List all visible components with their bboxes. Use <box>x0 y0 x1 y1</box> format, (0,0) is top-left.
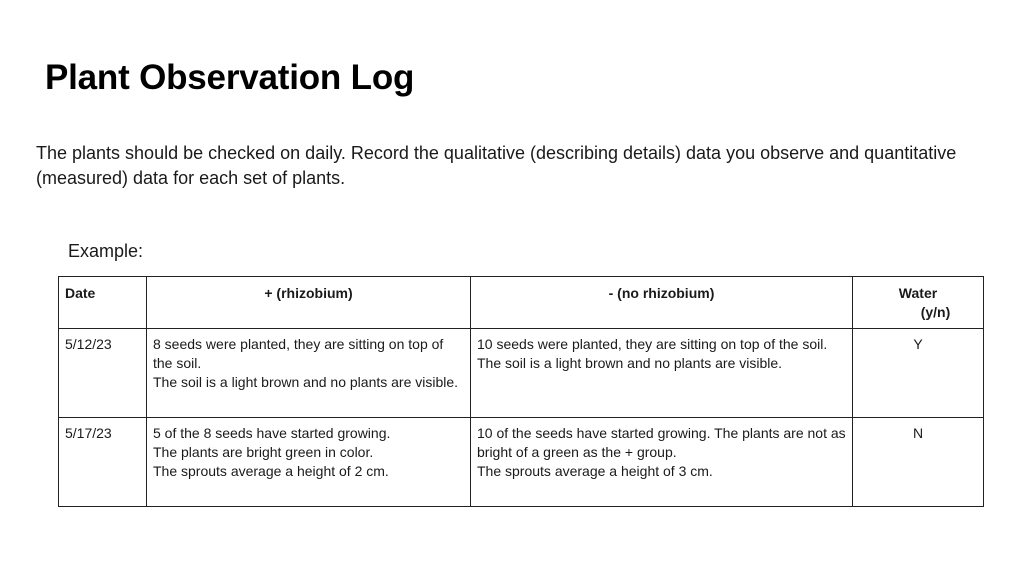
table-header-row <box>59 277 984 329</box>
header-no-rhizobium: - (no rhizobium) <box>471 277 853 329</box>
table-row <box>59 418 984 507</box>
observation-table <box>58 276 984 507</box>
header-water-label: Water <box>898 285 938 301</box>
instructions-text: The plants should be checked on daily. Record the qualitative (describing details) data you observe and quantitative (measured) data for each set of plants. <box>36 143 957 188</box>
cell-no-rhizobium <box>471 418 853 507</box>
cell-rhizobium <box>147 329 471 418</box>
cell-water: N <box>853 418 984 507</box>
cell-water: Y <box>853 329 984 418</box>
cell-text: The sprouts average a height of 3 cm. <box>477 463 713 479</box>
header-rhizobium: + (rhizobium) <box>147 277 471 329</box>
cell-rhizobium <box>147 418 471 507</box>
page-title: Plant Observation Log <box>45 58 415 97</box>
table-row <box>59 329 984 418</box>
cell-text: The plants are bright green in color. <box>153 444 374 460</box>
example-label: Example: <box>68 241 144 261</box>
header-date: Date <box>59 277 147 329</box>
cell-text: 8 seeds were planted, they are sitting on top of the soil. <box>153 336 444 371</box>
cell-no-rhizobium <box>471 329 853 418</box>
cell-date: 5/12/23 <box>59 329 147 418</box>
cell-text: 10 seeds were planted, they are sitting on top of the soil. <box>477 336 828 352</box>
cell-text: The soil is a light brown and no plants are visible. <box>153 374 459 390</box>
cell-text: 5 of the 8 seeds have started growing. <box>153 425 391 441</box>
cell-date: 5/17/23 <box>59 418 147 507</box>
cell-text: The soil is a light brown and no plants are visible. <box>477 355 783 371</box>
header-water-unit: (y/n) <box>920 304 951 320</box>
cell-text: The sprouts average a height of 2 cm. <box>153 463 389 479</box>
header-water <box>853 277 984 329</box>
cell-text: 10 of the seeds have started growing. The plants are not as bright of a green as the + group. <box>477 425 846 460</box>
